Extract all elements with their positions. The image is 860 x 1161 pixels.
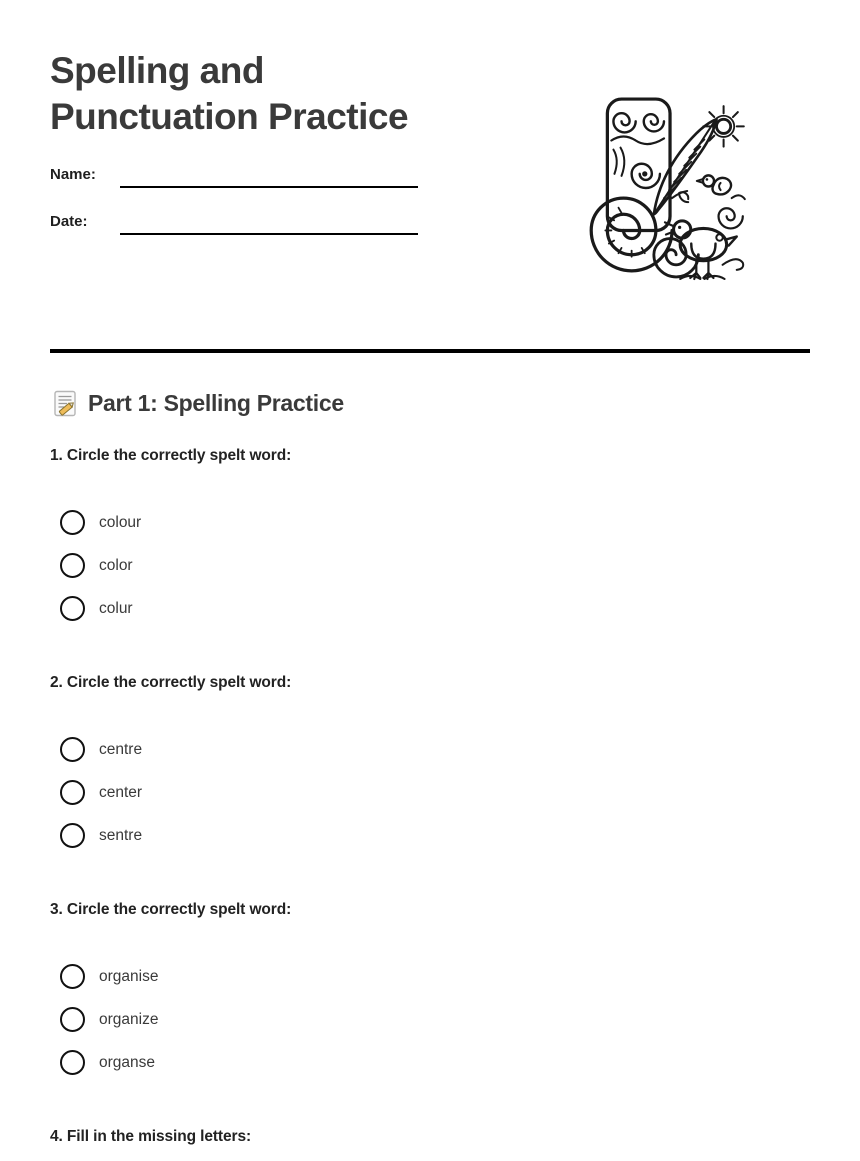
option-label: sentre xyxy=(99,827,143,844)
option-label: colur xyxy=(99,600,133,617)
option-label: center xyxy=(99,784,143,801)
radio-button[interactable] xyxy=(60,780,85,805)
date-label: Date: xyxy=(50,213,88,230)
page-title xyxy=(50,48,570,140)
section-divider xyxy=(50,349,810,353)
question-1-label: 1. Circle the correctly spelt word: xyxy=(50,447,292,464)
memo-icon xyxy=(52,390,79,417)
radio-button[interactable] xyxy=(60,964,85,989)
question-3-option-2 xyxy=(50,1007,810,1032)
question-3-option-3 xyxy=(50,1050,810,1075)
radio-button[interactable] xyxy=(60,1050,85,1075)
question-2-option-1 xyxy=(50,737,810,762)
radio-button[interactable] xyxy=(60,737,85,762)
question-block-3 xyxy=(50,900,810,1075)
option-label: centre xyxy=(99,741,143,758)
question-4-label: 4. Fill in the missing letters: xyxy=(50,1128,252,1145)
option-label: color xyxy=(99,557,133,574)
question-1-option-2 xyxy=(50,553,810,578)
section-title: Part 1: Spelling Practice xyxy=(88,389,344,416)
radio-button[interactable] xyxy=(60,823,85,848)
option-label: organse xyxy=(99,1054,156,1071)
radio-button[interactable] xyxy=(60,510,85,535)
question-3-label: 3. Circle the correctly spelt word: xyxy=(50,901,292,918)
question-1-option-3 xyxy=(50,596,810,621)
section-heading xyxy=(50,388,810,418)
option-label: organize xyxy=(99,1011,159,1028)
radio-button[interactable] xyxy=(60,596,85,621)
question-3-option-1 xyxy=(50,964,810,989)
question-1-option-1 xyxy=(50,510,810,535)
page-title-line1: Spelling and xyxy=(50,50,264,91)
question-block-4 xyxy=(50,1127,810,1147)
name-field-line[interactable] xyxy=(120,166,418,188)
date-field-line[interactable] xyxy=(120,213,418,235)
name-label: Name: xyxy=(50,166,96,183)
option-label: organise xyxy=(99,968,159,985)
page-title-line2: Punctuation Practice xyxy=(50,96,409,137)
maori-illustration xyxy=(583,93,751,283)
option-label: colour xyxy=(99,514,142,531)
radio-button[interactable] xyxy=(60,1007,85,1032)
radio-button[interactable] xyxy=(60,553,85,578)
question-block-2 xyxy=(50,673,810,848)
part1-section xyxy=(50,388,810,1161)
question-2-option-2 xyxy=(50,780,810,805)
question-block-1 xyxy=(50,446,810,621)
question-2-label: 2. Circle the correctly spelt word: xyxy=(50,674,292,691)
question-2-option-3 xyxy=(50,823,810,848)
